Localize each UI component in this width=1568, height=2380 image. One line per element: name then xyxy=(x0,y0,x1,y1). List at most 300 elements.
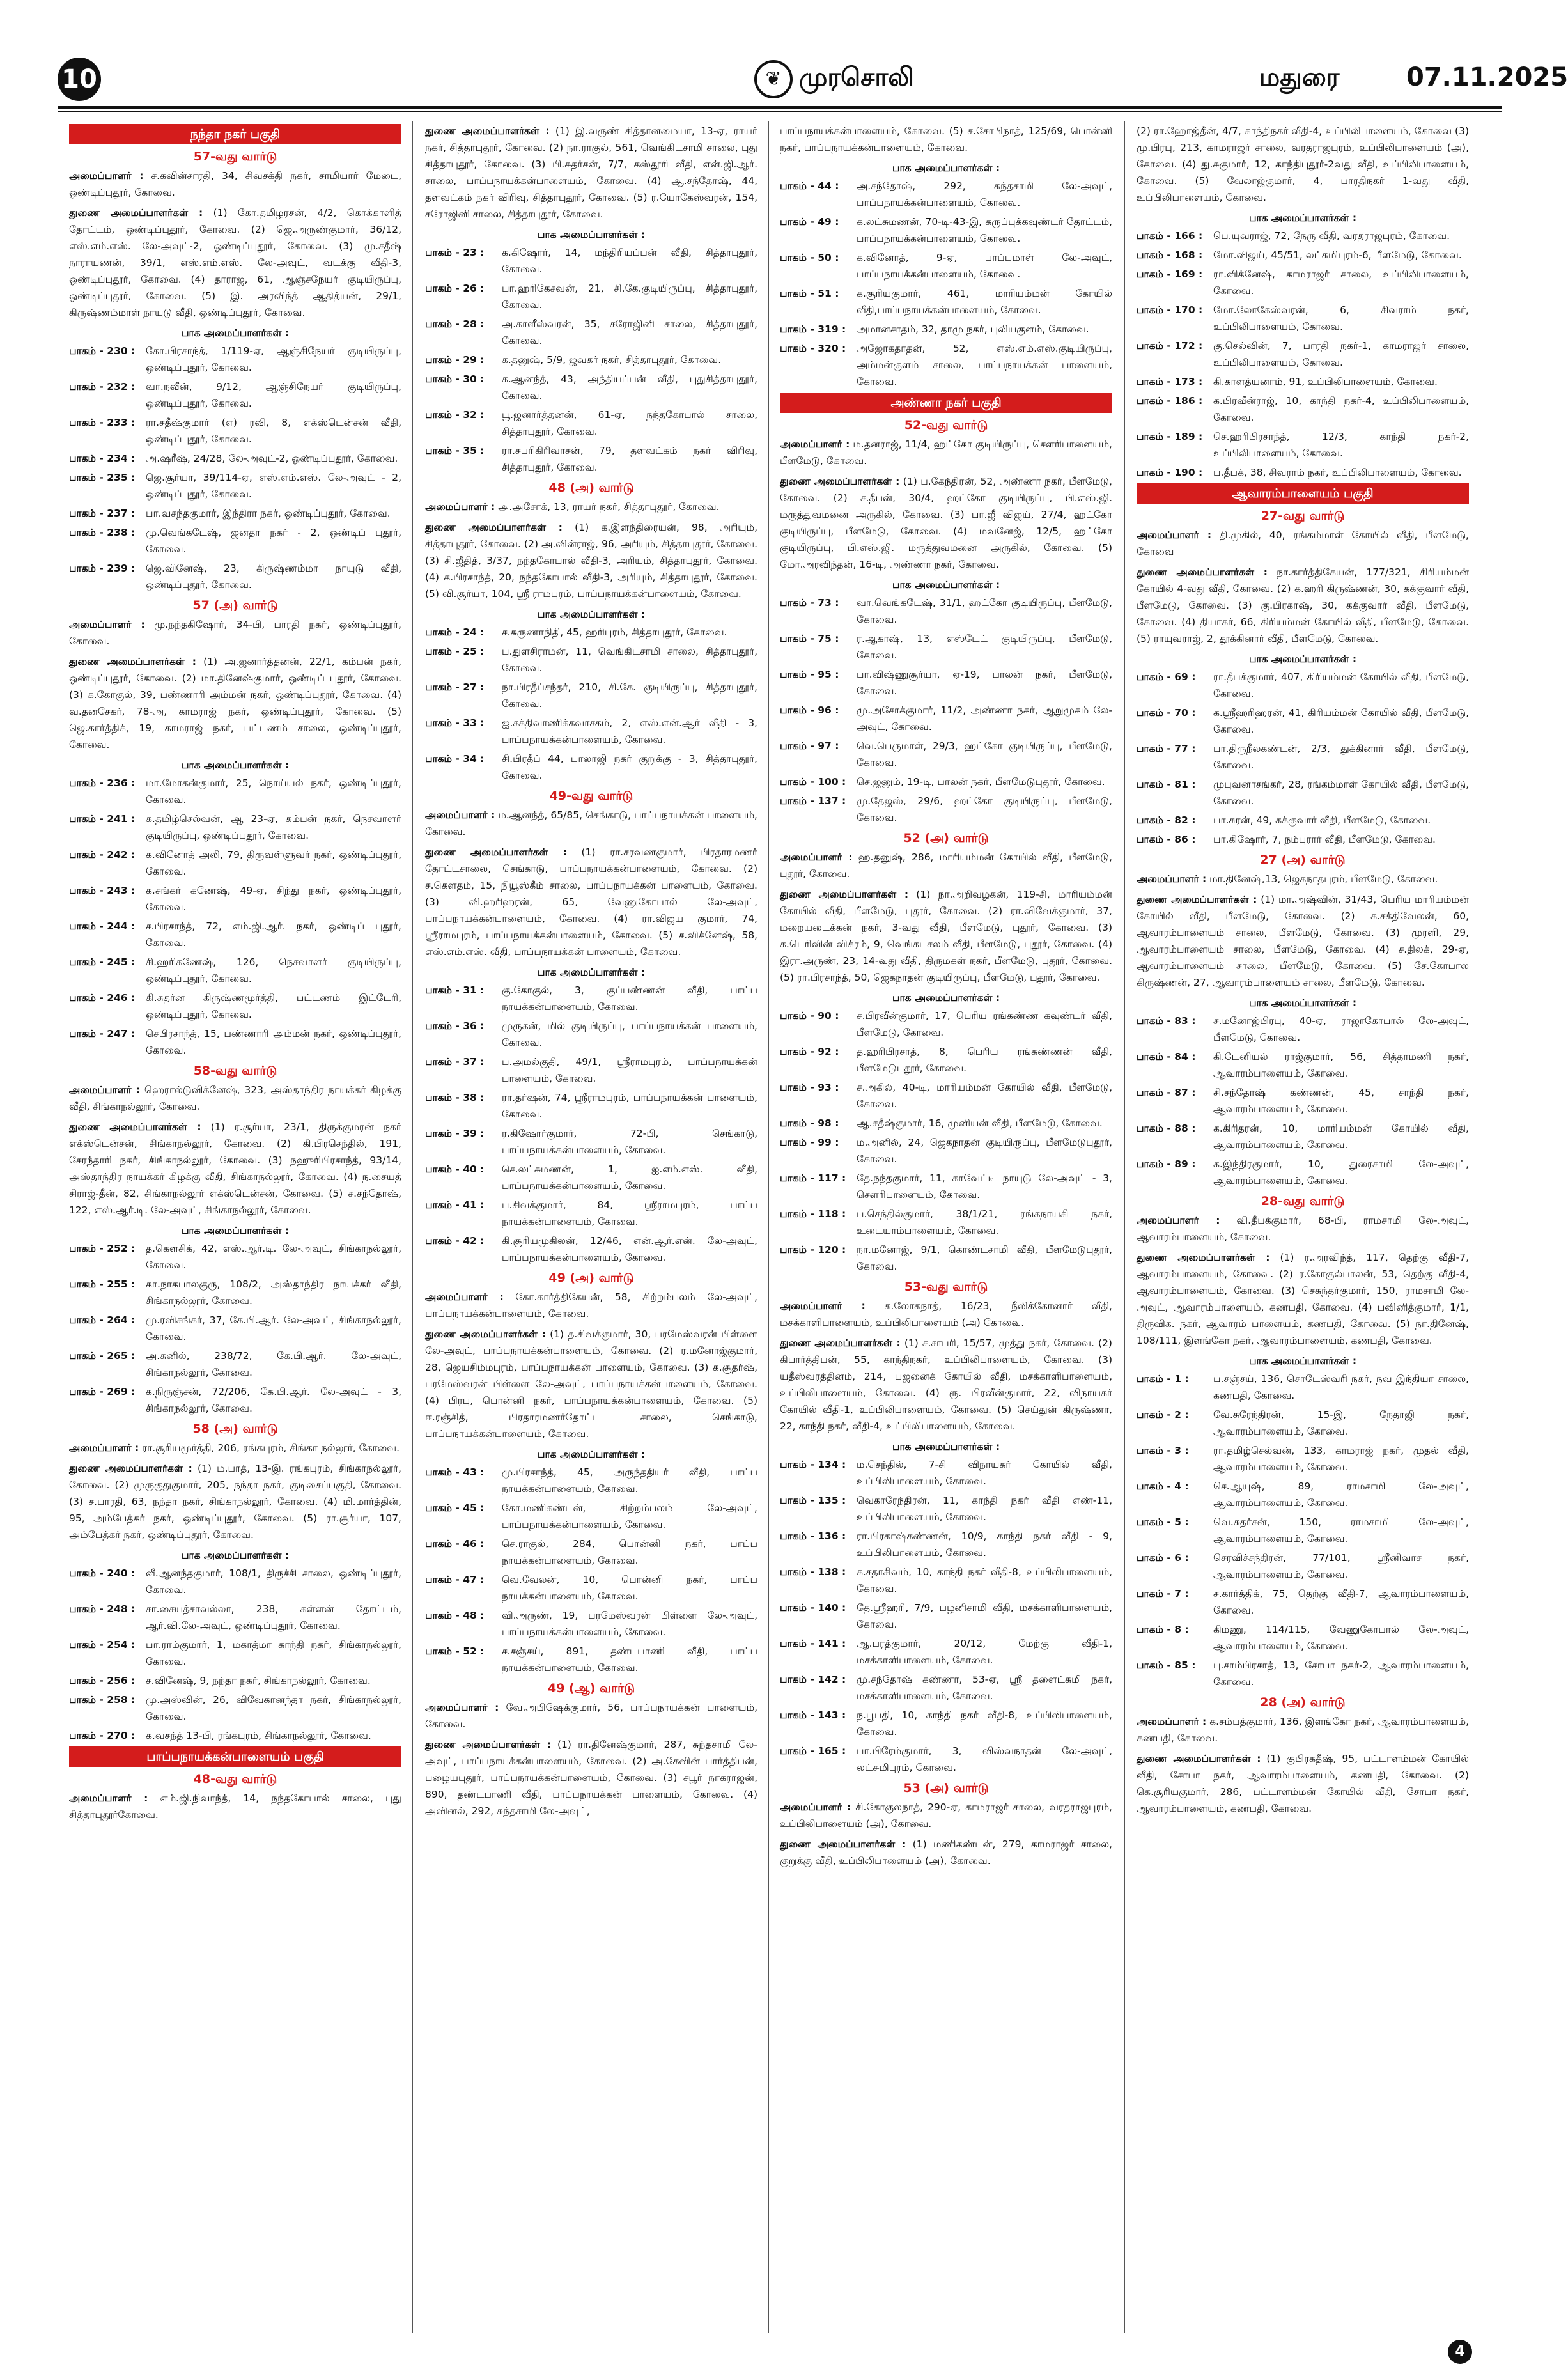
appointment-paragraph xyxy=(1137,871,1469,887)
booth-number: பாகம் - 255 : xyxy=(69,1279,136,1290)
booth-number: பாகம் - 240 : xyxy=(69,1567,136,1579)
booth-row xyxy=(1137,464,1469,481)
booth-list-heading: பாக அமைப்பாளர்கள் : xyxy=(1248,997,1357,1009)
booth-number: பாகம் - 1 : xyxy=(1137,1373,1189,1385)
appointee-details: (2) ரா.ஹோஜ்தீன், 4/7, காந்திநகர் வீதி-4, உப்பிலிபாளையம், கோவை (3) மு.பிரபு, 213, காமராஜர் சாலை, வரதராஜபுரம், உப்பிலிபாளையம் (அ), கோவை. (4) து.சுகுமார், 12, காந்திபுதூர்-2வது வீதி, உப்பிலிபாளையம், கோவை. (5) வேலாஜ்குமார், 4, பாரதிநகர் 1-வது வீதி, உப்பிலிபாளையம், கோவை. xyxy=(1137,125,1469,203)
booth-row xyxy=(1137,373,1469,390)
booth-appointee: கா.நாகபாலகுரு, 108/2, அஸ்தாந்திர நாயக்கர் வீதி, சிங்காநல்லூர், கோவை. xyxy=(146,1279,401,1307)
booth-row xyxy=(1137,393,1469,426)
booth-row xyxy=(1137,812,1469,828)
booth-number: பாகம் - 81 : xyxy=(1137,779,1196,790)
booth-number: பாகம் - 265 : xyxy=(69,1350,136,1362)
booth-row xyxy=(425,1643,757,1676)
booth-number: பாகம் - 8 : xyxy=(1137,1624,1189,1635)
booth-appointee: மு.அசோக்குமார், 11/2, அண்ணா நகர், ஆறுமுகம் லே-அவுட், கோவை. xyxy=(857,704,1112,733)
role-label: துணை அமைப்பாளர்கள் : xyxy=(780,476,900,487)
booth-appointee: க.ஆனந்த், 43, அந்தியப்பன் வீதி, புதுசித்தாபுதூர், கோவை. xyxy=(502,373,757,401)
column-4 xyxy=(1137,121,1469,2333)
booth-row xyxy=(780,666,1112,699)
appointment-paragraph xyxy=(425,123,757,222)
booth-appointee: பா.ராம்குமார், 1, மகாத்மா காந்தி நகர், சிங்காநல்லூர், கோவை. xyxy=(146,1639,401,1667)
section-heading: அண்ணா நகர் பகுதி xyxy=(780,393,1112,413)
booth-appointee: ரா.சதீஷ்குமார் (எ) ரவி, 8, எக்ஸ்டென்சன் வீதி, ஒண்டிப்புதூர், கோவை. xyxy=(146,417,401,445)
ward-heading: 49 (ஆ) வார்டு xyxy=(547,1681,635,1695)
booth-appointee: ப.தீபக், 38, சிவராம் நகர், உப்பிலிபாளையம், கோவை. xyxy=(1213,467,1462,478)
booth-row xyxy=(425,280,757,313)
booth-appointee: அ.காளீஸ்வரன், 35, சரோஜினி சாலை, சித்தாபுதூர், கோவை. xyxy=(502,318,757,346)
booth-appointee: கிமணு, 114/115, வேணுகோபால் லே-அவுட், ஆவாரம்பாளையம், கோவை. xyxy=(1213,1624,1469,1652)
booth-number: பாகம் - 34 : xyxy=(425,753,485,765)
booth-number: பாகம் - 135 : xyxy=(780,1495,846,1506)
role-label: துணை அமைப்பாளர்கள் : xyxy=(69,1121,201,1133)
booth-row xyxy=(425,1125,757,1158)
booth-appointee: க.தனுஷ், 5/9, ஜவகர் நகர், சித்தாபுதூர், கோவை. xyxy=(502,354,722,366)
column-1 xyxy=(69,121,401,2333)
role-label: துணை அமைப்பாளர்கள் : xyxy=(425,846,567,858)
booth-row xyxy=(425,352,757,368)
appointment-paragraph xyxy=(780,1298,1112,1331)
booth-appointee: வெ.வேலன், 10, பொன்னி நகர், பாப்ப நாயக்கன்பாளையம், கோவை. xyxy=(502,1574,757,1602)
appointee-details: தி.முகில், 40, ரங்கம்மாள் கோயில் வீதி, பீளமேடு, கோவை xyxy=(1137,529,1469,557)
booth-appointee: க.ஸ்ரீஹரிஹரன், 41, கிரியம்மன் கோயில் வீதி, பீளமேடு, கோவை. xyxy=(1213,707,1469,735)
booth-appointee: செ.ஹரிபிரசாந்த், 12/3, காந்தி நகர்-2, உப்பிலிபாளையம், கோவை. xyxy=(1213,431,1469,459)
booth-appointee: வே.சுரேந்திரன், 15-இ, நேதாஜி நகர், ஆவாரம்பாளையம், கோவை. xyxy=(1213,1409,1469,1437)
booth-row xyxy=(780,321,1112,338)
appointment-paragraph xyxy=(1137,123,1469,206)
role-label: துணை அமைப்பாளர்கள் : xyxy=(425,522,563,533)
booth-row xyxy=(69,1383,401,1417)
booth-appointee: பா.திருநீலகண்டன், 2/3, துக்கினார் வீதி, பீளமேடு, கோவை. xyxy=(1213,743,1469,771)
booth-number: பாகம் - 73 : xyxy=(780,597,839,609)
section-heading: நந்தா நகர் பகுதி xyxy=(69,124,401,144)
newspaper-name: முரசொலி xyxy=(799,63,914,92)
ward-heading: 48-வது வார்டு xyxy=(193,1772,277,1786)
booth-number: பாகம் - 47 : xyxy=(425,1574,485,1585)
booth-number: பாகம் - 23 : xyxy=(425,247,485,258)
role-label: அமைப்பாளர் : xyxy=(1137,1716,1207,1727)
booth-appointee: செ.லட்சுமணன், 1, ஐ.எம்.எஸ். வீதி, பாப்பநாயக்கன்பாளையம், கோவை. xyxy=(502,1163,757,1192)
ward-heading: 28 (அ) வார்டு xyxy=(1260,1695,1346,1709)
ward-heading: 28-வது வார்டு xyxy=(1261,1194,1345,1208)
booth-row xyxy=(1137,1120,1469,1153)
booth-row xyxy=(69,775,401,808)
booth-number: பாகம் - 44 : xyxy=(780,180,839,192)
appointee-details: க.சம்பத்குமார், 136, இளங்கோ நகர், ஆவாரம்பாளையம், கணபதி, கோவை. xyxy=(1137,1716,1469,1744)
booth-number: பாகம் - 138 : xyxy=(780,1566,846,1578)
role-label: அமைப்பாளர் : xyxy=(69,170,144,182)
booth-number: பாகம் - 5 : xyxy=(1137,1516,1189,1528)
booth-row xyxy=(780,702,1112,735)
appointment-paragraph xyxy=(1137,891,1469,991)
booth-number: பாகம் - 31 : xyxy=(425,984,485,996)
booth-list-heading: பாக அமைப்பாளர்கள் : xyxy=(537,1449,646,1460)
booth-row xyxy=(425,679,757,712)
appointee-details: ரா.சூரியமூர்த்தி, 206, ரங்கபுரம், சிங்கா நல்லூர், கோவை. xyxy=(142,1442,400,1454)
ward-heading: 52 (அ) வார்டு xyxy=(903,831,989,845)
booth-appointee: ர.ஆகாஷ், 13, எஸ்டேட் குடியிருப்பு, பீளமேடு, கோவை. xyxy=(857,633,1112,661)
header-rule-thin xyxy=(58,111,1502,112)
appointee-details: (1) ரா.சரவணகுமார், பிரதாரமணர் தோட்டசாலை, செங்காடு, பாப்பநாயக்கன்பாளையம், கோவை. (2) ச.கௌதம், 15, நியூஸ்கீம் சாலை, பாப்பநாயக்கன் பாளையம், கோவை. (3) வி.ஹரிஹரன், 65, வேணுகோபால் லே-அவுட், பாப்பநாயக்கன்பாளையம், கோவை. (4) ரா.விஜய குமார், 74, ஸ்ரீராமபுரம், பாப்பநாயக்கன்பாளையம், கோவை. (5) ச.விக்னேஷ், 58, எஸ்.எம்.எஸ். வீதி, பாப்பநாயக்கன் பாளையம், கோவை. xyxy=(425,846,757,958)
column-divider xyxy=(412,121,413,2333)
appointee-details: (1) குபிரகதீஷ், 95, பட்டாளம்மன் கோயில் வீதி, சோபா நகர், ஆவாரம்பாளையம், கணபதி, கோவை. (2) கெ.சூரியகுமார், 286, பட்டாளம்மன் கோயில் வீதி, சோபா நகர், ஆவாரம்பாளையம், கணபதி, கோவை. xyxy=(1137,1753,1469,1814)
booth-row xyxy=(69,524,401,557)
booth-number: பாகம் - 6 : xyxy=(1137,1552,1189,1564)
booth-row xyxy=(69,1025,401,1059)
booth-number: பாகம் - 41 : xyxy=(425,1199,485,1211)
role-label: அமைப்பாளர் : xyxy=(69,1442,139,1454)
booth-row xyxy=(780,1456,1112,1489)
appointment-paragraph xyxy=(425,499,757,515)
booth-number: பாகம் - 238 : xyxy=(69,527,136,538)
booth-appointee: வெ.பெருமாள், 29/3, ஹட்கோ குடியிருப்பு, பீளமேடு, கோவை. xyxy=(857,740,1112,768)
booth-appointee: ரா.விக்னேஷ், காமராஜர் சாலை, உப்பிலிபாளையம், கோவை. xyxy=(1213,268,1469,297)
booth-row xyxy=(780,178,1112,211)
booth-appointee: அமானசாதம், 32, தாமு நகர், புலியகுளம், கோவை. xyxy=(857,323,1089,335)
column-3 xyxy=(780,121,1112,2333)
role-label: அமைப்பாளர் : xyxy=(69,1793,148,1804)
booth-number: பாகம் - 84 : xyxy=(1137,1051,1196,1062)
role-label: அமைப்பாளர் : xyxy=(69,619,145,630)
appointee-details: மா.தினேஷ்,13, ஜெகநாதபுரம், பீளமேடு, கோவை. xyxy=(1209,873,1438,885)
booth-appointee: பு.சாம்பிரசாத், 13, சோபா நகர்-2, ஆவாரம்பாளையம், கோவை. xyxy=(1213,1660,1469,1688)
booth-list-heading: பாக அமைப்பாளர்கள் : xyxy=(537,967,646,978)
ward-heading: 52-வது வார்டு xyxy=(904,418,988,432)
booth-number: பாகம் - 142 : xyxy=(780,1674,846,1685)
booth-appointee: பா.சுரன், 49, கக்குவார் வீதி, பீளமேடு, கோவை. xyxy=(1213,814,1431,826)
booth-appointee: ச.அகில், 40-டி, மாரியம்மன் கோயில் வீதி, பீளமேடு, கோவை. xyxy=(857,1082,1112,1110)
booth-row xyxy=(425,407,757,440)
booth-row xyxy=(1137,1514,1469,1547)
appointee-details: நா.கார்த்திகேயன், 177/321, கிரியம்மன் கோயில் 4-வது வீதி, கோவை. (2) க.ஹரி கிருஷ்ணன், 30, கக்குவார் வீதி, பீளமேடு, கோவை. (3) கு.பிரகாஷ், 30, கக்குவார் வீதி, பீளமேடு, கோவை. (4) தியாகர், 66, கிரியம்மன் கோயில் வீதி, பீளமேடு, கோவை. (5) ராயுவராஜ், 2, தூக்கினார் வீதி, பீளமேடு, கோவை. xyxy=(1137,566,1469,644)
booth-number: பாகம் - 46 : xyxy=(425,1538,485,1550)
booth-appointee: மோ.லோகேஸ்வரன், 6, சிவராம் நகர், உப்பிலிபாளையம், கோவை. xyxy=(1213,304,1469,332)
booth-appointee: ச.சஞ்சய், 891, தண்டபாணி வீதி, பாப்ப நாயக்கன்பாளையம், கோவை. xyxy=(502,1645,757,1674)
booth-row xyxy=(780,1115,1112,1132)
booth-appointee: செ.ராகுல், 284, பொன்னி நகர், பாப்ப நாயக்கன்பாளையம், கோவை. xyxy=(502,1538,757,1566)
booth-row xyxy=(780,793,1112,826)
booth-appointee: ச.கார்த்திக், 75, தெற்கு வீதி-7, ஆவாரம்பாளையம், கோவை. xyxy=(1213,1588,1469,1616)
booth-number: பாகம் - 252 : xyxy=(69,1243,136,1254)
booth-number: பாகம் - 189 : xyxy=(1137,431,1203,442)
booth-number: பாகம் - 83 : xyxy=(1137,1015,1196,1027)
booth-number: பாகம் - 35 : xyxy=(425,445,485,456)
booth-number: பாகம் - 170 : xyxy=(1137,304,1203,316)
booth-appointee: வெ.சுதர்சன், 150, ராமசாமி லே-அவுட், ஆவாரம்பாளையம், கோவை. xyxy=(1213,1516,1469,1544)
role-label: அமைப்பாளர் : xyxy=(425,809,495,821)
appointee-details: (1) மணிகண்டன், 279, காமராஜர் சாலை, குறுக்கு வீதி, உப்பிலிபாளையம் (அ), கோவை. xyxy=(780,1839,1112,1867)
role-label: துணை அமைப்பாளர்கள் : xyxy=(425,1328,546,1340)
role-label: துணை அமைப்பாளர்கள் : xyxy=(1137,1753,1261,1764)
booth-number: பாகம் - 190 : xyxy=(1137,467,1203,478)
booth-number: பாகம் - 99 : xyxy=(780,1137,839,1148)
booth-number: பாகம் - 320 : xyxy=(780,343,846,354)
appointment-paragraph xyxy=(780,436,1112,469)
appointment-paragraph xyxy=(69,653,401,753)
ward-heading: 58 (அ) வார்டு xyxy=(192,1422,278,1436)
booth-row xyxy=(1137,1048,1469,1082)
booth-number: பாகம் - 38 : xyxy=(425,1092,485,1103)
appointment-paragraph xyxy=(425,1699,757,1732)
booth-number: பாகம் - 7 : xyxy=(1137,1588,1189,1599)
booth-number: பாகம் - 166 : xyxy=(1137,230,1203,242)
booth-appointee: த.கௌசிக், 42, எஸ்.ஆர்.டி. லே-அவுட், சிங்காநல்லூர், கோவை. xyxy=(146,1243,401,1271)
booth-list-heading: பாக அமைப்பாளர்கள் : xyxy=(1248,212,1357,224)
role-label: துணை அமைப்பாளர்கள் : xyxy=(1137,1252,1270,1263)
appointee-details: ஹ.தனுஷ், 286, மாரியம்மன் கோயில் வீதி, பீளமேடு, புதூர், கோவை. xyxy=(780,852,1112,880)
booth-row xyxy=(425,1233,757,1266)
booth-appointee: கி.காளத்யனாம், 91, உப்பிலிபாளையம், கோவை. xyxy=(1213,376,1438,387)
role-label: துணை அமைப்பாளர்கள் : xyxy=(1137,894,1257,905)
appointee-details: அ.அசோக், 13, ராயர் நகர், சித்தாபுதூர், கோவை. xyxy=(498,501,720,513)
appointment-paragraph xyxy=(1137,1212,1469,1245)
role-label: அமைப்பாளர் : xyxy=(1137,873,1207,885)
appointee-details: (1) ப.கேந்திரன், 52, அண்ணா நகர், பீளமேடு, கோவை. (2) ச.தீபன், 30/4, ஹட்கோ குடியிருப்பு, பி.எஸ்.ஜி. மருத்துவமனை அருகில், கோவை. (3) பா.ஜீ விஜய், 27/4, ஹட்கோ குடியிருப்பு, பீளமேடு, கோவை. (4) மவனேஜ், 12/5, ஹட்கோ குடியிருப்பு, பி.எஸ்.ஜி. மருத்துவமனை அருகில், கோவை. (5) மோ.அரவிந்தன், 16-டி, அண்ணா நகர், கோவை. xyxy=(780,476,1112,570)
booth-appointee: ரா.தமிழ்செல்வன், 133, காமராஜ் நகர், முதல் வீதி, ஆவாரம்பாளையம், கோவை. xyxy=(1213,1445,1469,1473)
booth-row xyxy=(1137,1084,1469,1117)
booth-row xyxy=(1137,266,1469,299)
booth-number: பாகம் - 248 : xyxy=(69,1603,136,1615)
booth-appointee: வா.நவீன், 9/12, ஆஞ்சிநேயர் குடியிருப்பு, ஒண்டிப்புதூர், கோவை. xyxy=(146,381,401,409)
booth-row xyxy=(69,343,401,376)
ward-heading: 27 (அ) வார்டு xyxy=(1260,853,1346,867)
booth-list-heading: பாக அமைப்பாளர்கள் : xyxy=(1248,653,1357,665)
booth-row xyxy=(69,378,401,412)
booth-number: பாகம் - 49 : xyxy=(780,216,839,228)
booth-appointee: நா.மனோஜ், 9/1, கொண்டசாமி வீதி, பீளமேடுபுதூர், கோவை. xyxy=(857,1244,1112,1272)
booth-row xyxy=(780,1206,1112,1239)
booth-appointee: பா.கிஷோர், 7, நம்புரார் வீதி, பீளமேடு, கோவை. xyxy=(1213,834,1436,845)
booth-number: பாகம் - 75 : xyxy=(780,633,839,644)
role-label: அமைப்பாளர் : xyxy=(425,501,495,513)
appointee-details: (1) நா.அறிவழகன், 119-சி, மாரியம்மன் கோயில் வீதி, பீளமேடு, புதூர், கோவை. (2) ரா.விவேக்குமார், 37, மறையடைக்கன் நகர், 3-வது வீதி, பீளமேடு, புதூர், கோவை. (3) க.பெரிவின் விக்ரம், 9, வெங்கடசலம் வீதி, பீளமேடு, புதூர், கோவை. (4) இரா.அருண், 23, 14-வது வீதி, திருமகள் நகர், பீளமேடு, புதூர், கோவை. (5) ரா.பிரசாந்த், 50, ஜெகநாதன் குடியிருப்பு, பீளமேடு, புதூர், கோவை. xyxy=(780,889,1112,983)
appointee-details: (1) க.இளந்திரையன், 98, அரியும், சித்தாபுதூர், கோவை. (2) அ.வின்ராஜ், 96, அரியும், சித்தாபுதூர், கோவை. (3) சி.ஜீதித், 3/37, நந்தகோபால் வீதி-3, அரியும், சித்தாபுதூர், கோவை. (4) க.பிரசாந்த், 20, நந்தகோபால் வீதி-3, அரியும், சித்தாபுதூர், கோவை. (5) வி.சூர்யா, 104, ஸ்ரீ ராமபுரம், பாப்பநாயக்கன்பாளையம், கோவை. xyxy=(425,522,757,600)
booth-appointee: பூ.ஜனார்த்தனன், 61-ஏ, நந்தகோபால் சாலை, சித்தாபுதூர், கோவை. xyxy=(502,409,757,437)
booth-row xyxy=(69,1565,401,1598)
appointee-details: (1) ர.அரவிந்த், 117, தெற்கு வீதி-7, ஆவாரம்பாளையம், கோவை. (2) ர.கோகுல்பாலன், 53, தெற்கு வீதி-4, ஆவாரம்பாளையம், கோவை. (3) செசுந்தர்குமார், 150, ராமசாமி லே-அவுட், ஆவாரம்பாளையம், கணபதி, கோவை. (4) பவினித்குமார், 1/1, திருவிக. நகர், ஆவாரம் பாளையம், கணபதி, கோவை. (5) நா.தினேஷ், 108/111, இளங்கோ நகர், ஆவாரம்பாளையம், கணபதி, கோவை. xyxy=(1137,1252,1469,1346)
booth-number: பாகம் - 134 : xyxy=(780,1459,846,1470)
appointee-details: (1) இ.வருண் சித்தானமையா, 13-ஏ, ராயர் நகர், சித்தாபுதூர், கோவை. (2) நா.ராகுல், 561, வெங்கிடசாமி சாலை, புது சித்தாபுதூர், கோவை. (3) பி.சுதர்சன், 7/7, கஸ்தூரி வீதி, என்.ஜி.ஆர். சாலை, பாப்பநாயக்கன்பாளையம், கோவை. (4) ஆ.சந்தோஷ், 44, தளவட்கம் நகர் விரிவு, சித்தாபுதூர், கோவை. (5) ர.யோகேஸ்வரன், 154, சரோஜினி சாலை, சித்தாபுதூர், கோவை. xyxy=(425,125,758,220)
appointee-details: மு.நந்தகிஷோர், 34-பி, பாரதி நகர், ஒண்டிப்புதூர், கோவை. xyxy=(69,619,401,647)
booth-row xyxy=(69,990,401,1023)
booth-appointee: நா.பிரதீப்சந்தர், 210, சி.கே. குடியிருப்பு, சித்தாபுதூர், கோவை. xyxy=(502,681,757,710)
ward-heading: 27-வது வார்டு xyxy=(1261,509,1345,523)
role-label: அமைப்பாளர் : xyxy=(780,1801,851,1813)
role-label: அமைப்பாளர் : xyxy=(1137,529,1212,541)
booth-row xyxy=(425,1089,757,1123)
booth-number: பாகம் - 235 : xyxy=(69,472,136,483)
booth-appointee: ச.வினேஷ், 9, நந்தா நகர், சிங்காநல்லூர், கோவை. xyxy=(146,1675,371,1686)
booth-number: பாகம் - 269 : xyxy=(69,1386,136,1397)
booth-appointee: ஜெ.சூர்யா, 39/114-ஏ, எஸ்.எம்.எஸ். லே-அவுட் - 2, ஒண்டிப்புதூர், கோவை. xyxy=(146,472,401,500)
booth-row xyxy=(69,1692,401,1725)
booth-number: பாகம் - 28 : xyxy=(425,318,485,330)
appointee-details: (1) மா.அஷ்வின், 31/43, பெரிய மாரியம்மன் கோயில் வீதி, பீளமேடு, கோவை. (2) க.சக்திவேலன், 60, ஆவாரம்பாளையம் சாலை, பீளமேடு, கோவை. (3) முரளி, 29, ஆவாரம்பாளையம் சாலை, பீளமேடு, கோவை. (4) ச.திலக், 29-ஏ, ஆவாரம்பாளையம் சாலை, பீளமேடு, கோவை. (5) சே.கோபால கிருஷ்ணன், 27, ஆவாரம்பாளையம் சாலை, பீளமேடு, கோவை. xyxy=(1137,894,1470,988)
appointee-details: க.லோகநாத், 16/23, நீலிக்கோனார் வீதி, மசக்காளிபாளையம், உப்பிலிபாளையம் (அ) கோவை. xyxy=(780,1300,1112,1328)
booth-appointee: ரா.சபரிகிரிவாசன், 79, தளவட்கம் நகர் விரிவு, சித்தாபுதூர், கோவை. xyxy=(502,445,757,473)
booth-row xyxy=(1137,428,1469,462)
booth-row xyxy=(1137,302,1469,335)
booth-number: பாகம் - 244 : xyxy=(69,921,136,932)
booth-appointee: கி.சூரியமுகிலன், 12/46, என்.ஆர்.என். லே-அவுட், பாப்பநாயக்கன்பாளையம், கோவை. xyxy=(502,1235,757,1263)
booth-appointee: ப.துளசிராமன், 11, வெங்கிடசாமி சாலை, சித்தாபுதூர், கோவை. xyxy=(502,646,757,674)
booth-appointee: பா.வசந்தகுமார், இந்திரா நகர், ஒண்டிப்புதூர், கோவை. xyxy=(146,508,391,519)
booth-number: பாகம் - 87 : xyxy=(1137,1087,1196,1098)
booth-row xyxy=(1137,704,1469,738)
appointment-paragraph xyxy=(425,1326,757,1442)
booth-number: பாகம் - 168 : xyxy=(1137,249,1203,261)
booth-appointee: ரா.தர்ஷன், 74, ஸ்ரீராமபுரம், பாப்பநாயக்கன் பாளையம், கோவை. xyxy=(502,1092,757,1120)
booth-appointee: தே.நந்தகுமார், 11, காவேட்டி நாயுடு லே-அவுட் - 3, சௌரிபாளையம், கோவை. xyxy=(857,1172,1112,1201)
appointee-details: (1) அ.ஜனார்த்தனன், 22/1, கம்பன் நகர், ஒண்டிப்புதூர், கோவை. (2) மா.தினேஷ்குமார், ஒண்டிப் புதூர், கோவை. (3) க.கோகுல், 39, பண்ணாரி அம்மன் நகர், ஒண்டிப்புதூர், கோவை. (4) வ.தனசேகர், 78-அ, காமராஜ் நகர், ஒண்டிப்புதூர், கோவை. (5) ஜெ.கார்த்திக், 19, காமராஜ் நகர், பட்டணம் சாலை, ஒண்டிப்புதூர், கோவை. xyxy=(69,656,401,751)
booth-number: பாகம் - 140 : xyxy=(780,1602,846,1614)
booth-list-heading: பாக அமைப்பாளர்கள் : xyxy=(181,759,290,771)
booth-appointee: கோ.மணிகண்டன், சிற்றம்பலம் லே-அவுட், பாப்பநாயக்கன்பாளையம், கோவை. xyxy=(502,1502,757,1530)
ward-heading: 53-வது வார்டு xyxy=(904,1280,988,1294)
booth-row xyxy=(780,1528,1112,1561)
booth-appointee: வி.அருண், 19, பரமேஸ்வரன் பிள்ளை லே-அவுட், பாப்பநாயக்கன்பாளையம், கோவை. xyxy=(502,1610,757,1638)
booth-number: பாகம் - 258 : xyxy=(69,1694,136,1706)
booth-row xyxy=(425,1018,757,1051)
booth-row xyxy=(425,643,757,676)
booth-row xyxy=(780,249,1112,283)
booth-row xyxy=(69,560,401,593)
appointment-paragraph xyxy=(69,167,401,201)
booth-number: பாகம் - 96 : xyxy=(780,704,839,716)
booth-row xyxy=(69,1637,401,1670)
booth-row xyxy=(69,1312,401,1345)
booth-row xyxy=(1137,338,1469,371)
booth-appointee: அ.சந்தோஷ், 292, சுந்தசாமி லே-அவுட், பாப்பநாயக்கன்பாளையம், கோவை. xyxy=(857,180,1112,208)
edition-date: 07.11.2025 xyxy=(1406,63,1568,92)
appointee-details: (1) ரா.தினேஷ்குமார், 287, சுந்தசாமி லே-அவுட், பாப்பநாயக்கன்பாளையம், கோவை. (2) அ.கேவின் பார்த்திபன், பழையபுதூர், பாப்பநாயக்கன்பாளையம், கோவை. (3) சபூர் நாகராஜன், 890, தண்டபாணி வீதி, பாப்பநாயக்கன் பாளையம், கோவை. (4) அவினல், 292, சுந்தசாமி லே-அவுட், xyxy=(425,1739,757,1817)
booth-number: பாகம் - 52 : xyxy=(425,1645,485,1657)
booth-number: பாகம் - 117 : xyxy=(780,1172,846,1184)
booth-appointee: சி.பிரதீப் 44, பாலாஜி நகர் குறுக்கு - 3, சித்தாபுதூர், கோவை. xyxy=(502,753,757,781)
booth-row xyxy=(69,1672,401,1689)
appointee-details: ச.கவின்சாரதி, 34, சிவசக்தி நகர், சாமியார் மேடை, ஒண்டிப்புதூர், கோவை. xyxy=(69,170,401,198)
role-label: அமைப்பாளர் : xyxy=(69,1084,141,1096)
booth-number: பாகம் - 51 : xyxy=(780,288,839,299)
booth-row xyxy=(1137,776,1469,809)
booth-appointee: வீ.ஆனந்தகுமார், 108/1, திருச்சி சாலை, ஒண்டிப்புதூர், கோவை. xyxy=(146,1567,401,1596)
booth-row xyxy=(1137,228,1469,244)
booth-row xyxy=(69,1348,401,1381)
appointee-details: கோ.கார்த்திகேயன், 58, சிற்றம்பலம் லே-அவுட், பாப்பநாயக்கன்பாளையம், கோவை. xyxy=(425,1291,757,1319)
booth-number: பாகம் - 136 : xyxy=(780,1530,846,1542)
booth-number: பாகம் - 245 : xyxy=(69,956,136,968)
appointment-paragraph xyxy=(425,1736,757,1819)
booth-row xyxy=(1137,1621,1469,1654)
role-label: அமைப்பாளர் : xyxy=(425,1702,499,1713)
masthead-logo-icon: ❦ xyxy=(754,60,793,98)
booth-appointee: மு.தேஜஸ், 29/6, ஹட்கோ குடியிருப்பு, பீளமேடு, கோவை. xyxy=(857,795,1112,823)
booth-appointee: ஐ.சக்திவாணிக்கவாசகம், 2, எஸ்.என்.ஆர் வீதி - 3, பாப்பநாயக்கன்பாளையம், கோவை. xyxy=(502,717,757,745)
booth-appointee: க.இந்திரகுமார், 10, துரைசாமி லே-அவுட், ஆவாரம்பாளையம், கோவை. xyxy=(1213,1158,1469,1186)
booth-number: பாகம் - 2 : xyxy=(1137,1409,1189,1420)
booth-appointee: மு.சந்தோஷ் கண்ணா, 53-ஏ, ஸ்ரீ தளைட்சுமி நகர், மசக்காளிபாளையம், கோவை. xyxy=(857,1674,1112,1702)
booth-number: பாகம் - 39 : xyxy=(425,1128,485,1139)
booth-number: பாகம் - 29 : xyxy=(425,354,485,366)
booth-appointee: ப.சிவக்குமார், 84, ஸ்ரீராமபுரம், பாப்ப நாயக்கன்பாளையம், கோவை. xyxy=(502,1199,757,1227)
appointment-paragraph xyxy=(69,1460,401,1543)
booth-row xyxy=(425,442,757,476)
appointment-paragraph xyxy=(1137,1249,1469,1349)
appointment-paragraph xyxy=(780,473,1112,573)
booth-appointee: ச.மனோஜ்பிரபு, 40-ஏ, ராஜாகோபால் லே-அவுட், பீளமேடு, கோவை. xyxy=(1213,1015,1469,1043)
booth-number: பாகம் - 90 : xyxy=(780,1010,839,1022)
appointment-paragraph xyxy=(69,1440,401,1456)
appointment-paragraph xyxy=(425,844,757,960)
booth-row xyxy=(780,774,1112,790)
booth-appointee: த.ஹரிபிரசாத், 8, பெரிய ரங்கண்ணன் வீதி, பீளமேடுபுதூர், கோவை. xyxy=(857,1046,1112,1074)
booth-appointee: தே.ஸ்ரீஹரி, 7/9, பழனிசாமி வீதி, மசக்காளிபாளையம், கோவை. xyxy=(857,1602,1112,1630)
booth-appointee: க.தமிழ்செல்வன், ஆ 23-ஏ, கம்பன் நகர், நெசவாளர் குடியிருப்பு, ஒண்டிப்புதூர், கோவை. xyxy=(146,813,401,841)
booth-appointee: மு.ரவிசங்கர், 37, கே.பி.ஆர். லே-அவுட், சிங்காநல்லூர், கோவை. xyxy=(146,1314,401,1342)
role-label: துணை அமைப்பாளர்கள் : xyxy=(780,1337,901,1349)
booth-row xyxy=(69,1240,401,1273)
appointment-paragraph xyxy=(1137,1713,1469,1746)
booth-row xyxy=(425,1197,757,1230)
booth-number: பாகம் - 26 : xyxy=(425,283,485,294)
continued-page-badge: 4 xyxy=(1448,2340,1472,2364)
booth-appointee: க.நிருஞ்சன், 72/206, கே.பி.ஆர். லே-அவுட் - 3, சிங்காநல்லூர், கோவை. xyxy=(146,1386,401,1414)
booth-row xyxy=(1137,1657,1469,1690)
booth-number: பாகம் - 270 : xyxy=(69,1730,136,1741)
booth-row xyxy=(69,1276,401,1309)
booth-list-heading: பாக அமைப்பாளர்கள் : xyxy=(181,1550,290,1561)
ward-heading: 57-வது வார்டு xyxy=(193,150,277,164)
booth-number: பாகம் - 137 : xyxy=(780,795,846,807)
appointment-paragraph xyxy=(425,1289,757,1322)
ward-heading: 57 (அ) வார்டு xyxy=(192,598,278,612)
booth-number: பாகம் - 77 : xyxy=(1137,743,1196,754)
booth-number: பாகம் - 30 : xyxy=(425,373,485,385)
booth-row xyxy=(69,1601,401,1634)
role-label: துணை அமைப்பாளர்கள் : xyxy=(780,1839,906,1850)
booth-appointee: ச.சுருணாநிதி, 45, ஹரிபுரம், சித்தாபுதூர், கோவை. xyxy=(502,626,727,638)
booth-number: பாகம் - 24 : xyxy=(425,626,485,638)
booth-number: பாகம் - 319 : xyxy=(780,323,846,335)
booth-appointee: முபுவனாசங்கர், 28, ரங்கம்மாள் கோயில் வீதி, பீளமேடு, கோவை. xyxy=(1213,779,1469,807)
appointee-details: (1) ச.சாபரி, 15/57, முத்து நகர், கோவை. (2) கிபார்த்திபன், 55, காந்திநகர், உப்பிலிபாளையம், கோவை. (3) யதீஸ்வரத்தினம், 214, பஜனைக் கோயில் வீதி, மசக்காளிபாளையம், உப்பிலிபாளையம், கோவை. (4) ரூ. பிரவீன்குமார், 22, விநாயகர் கோயில் வீதி-1, உப்பிலிபாளையம், கோவை. (5) செய்துன் கிருஷ்ணா, 22, காந்தி நகர், வீதி-4, உப்பிலிபாளையம், கோவை. xyxy=(780,1337,1112,1432)
page-number: 10 xyxy=(58,58,101,101)
booth-appointee: க.வசந்த் 13-பி, ரங்கபுரம், சிங்காநல்லூர், கோவை. xyxy=(146,1730,371,1741)
booth-appointee: கி.டேனியல் ராஜ்குமார், 56, சித்தாமணி நகர், ஆவாரம்பாளையம், கோவை. xyxy=(1213,1051,1469,1079)
header-rule xyxy=(58,106,1502,109)
booth-appointee: செபிரசாந்த், 15, பண்ணாரி அம்மன் நகர், ஒண்டிப்புதூர், கோவை. xyxy=(146,1028,401,1056)
booth-number: பாகம் - 120 : xyxy=(780,1244,846,1256)
role-label: அமைப்பாளர் : xyxy=(780,1300,866,1312)
booth-appointee: அ.சுனில், 238/72, கே.பி.ஆர். லே-அவுட், சிங்காநல்லூர், கோவை. xyxy=(146,1350,401,1378)
ward-heading: 58-வது வார்டு xyxy=(193,1064,277,1078)
booth-number: பாகம் - 37 : xyxy=(425,1056,485,1068)
booth-number: பாகம் - 98 : xyxy=(780,1117,839,1129)
booth-row xyxy=(780,1170,1112,1203)
edition-city: மதுரை xyxy=(1259,63,1340,92)
booth-appointee: செ.ஆயுஷ், 89, ராமசாமி லே-அவுட், ஆவாரம்பாளையம், கோவை. xyxy=(1213,1481,1469,1509)
appointee-details: ம.ஆனந்த், 65/85, செங்காடு, பாப்பநாயக்கன் பாளையம், கோவை. xyxy=(425,809,757,837)
booth-row xyxy=(425,316,757,349)
booth-row xyxy=(780,285,1112,318)
booth-appointee: க.சூரியகுமார், 461, மாரியம்மன் கோயில் வீதி,பாப்பநாயக்கன்பாளையம், கோவை. xyxy=(857,288,1112,316)
ward-heading: 53 (அ) வார்டு xyxy=(903,1781,989,1795)
booth-row xyxy=(780,340,1112,390)
booth-appointee: க.பிரவீன்ராஜ், 10, காந்தி நகர்-4, உப்பிலிபாளையம், கோவை. xyxy=(1213,395,1469,423)
booth-row xyxy=(69,882,401,915)
booth-number: பாகம் - 92 : xyxy=(780,1046,839,1057)
booth-appointee: மோ.விஜய், 45/51, லட்சுமிபுரம்-6, பீளமேடு, கோவை. xyxy=(1213,249,1462,261)
booth-row xyxy=(69,954,401,987)
